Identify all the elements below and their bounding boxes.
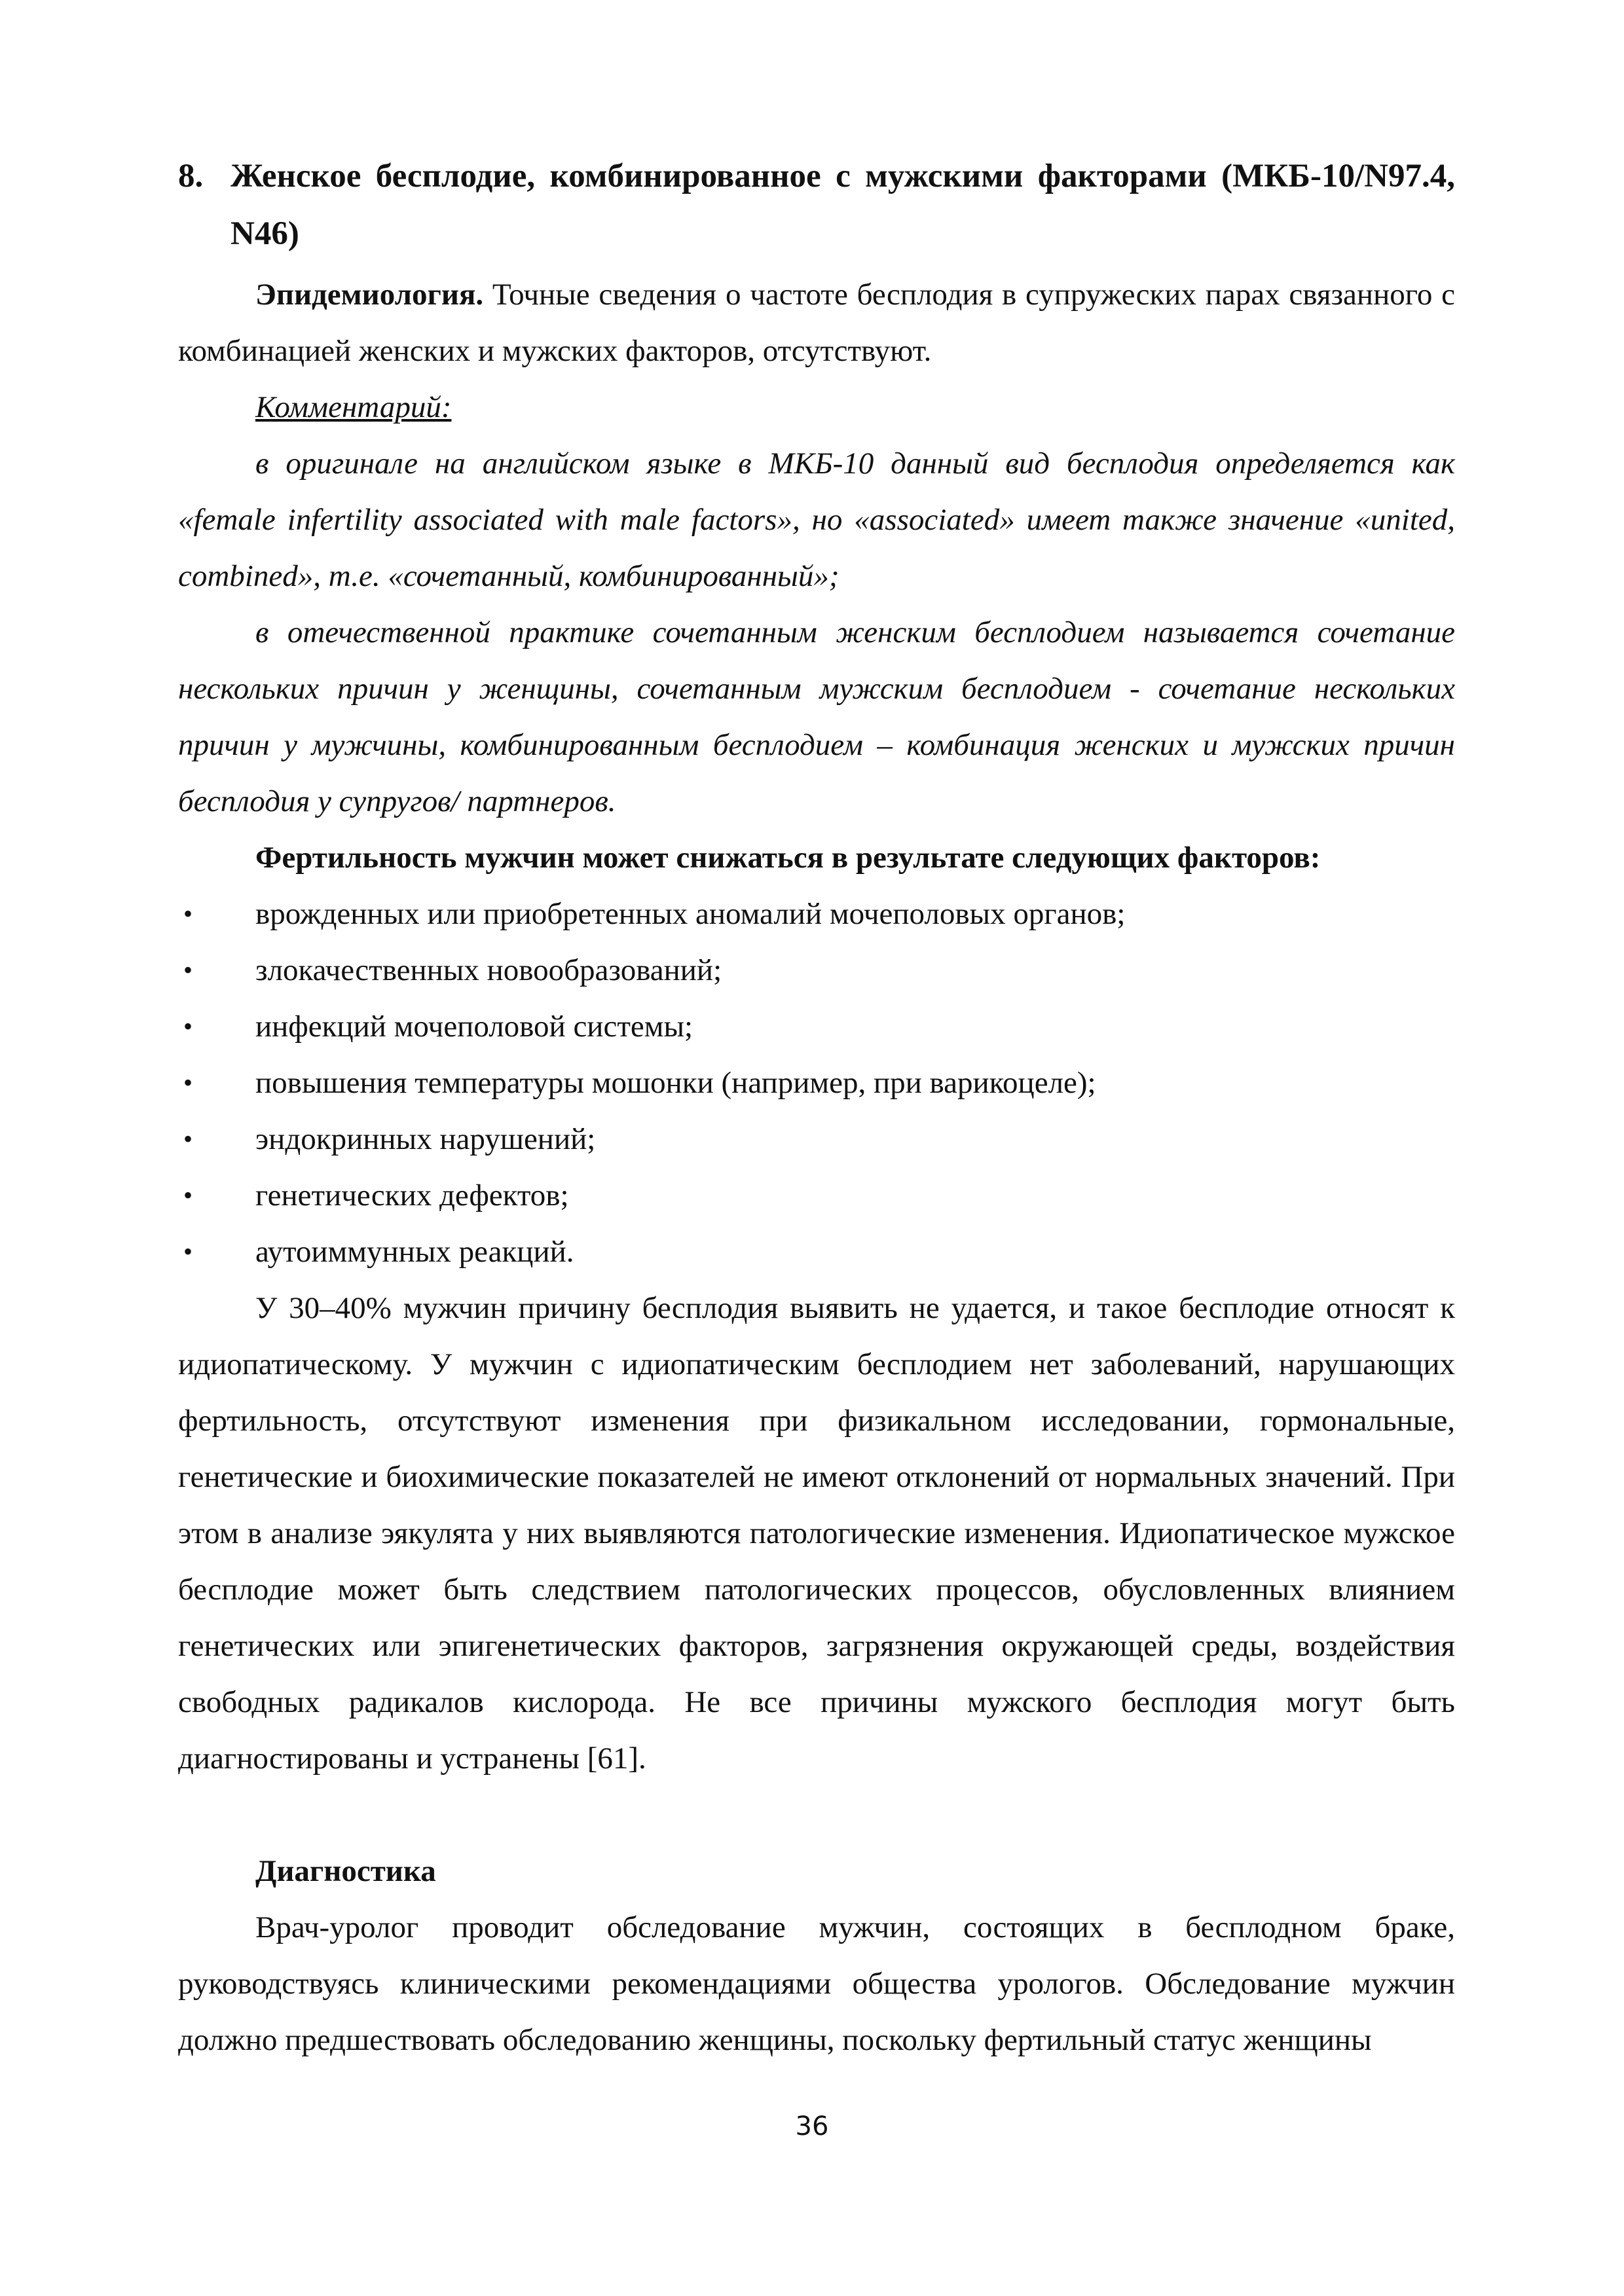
- list-item: [178, 1224, 1455, 1280]
- list-item: [178, 998, 1455, 1055]
- epidemiology-text: Точные сведения о частоте бесплодия в супружеских парах связанного с комбинацией женских и мужских факторов, отсутствуют.: [178, 278, 1455, 368]
- bullet-icon: •: [183, 1124, 193, 1154]
- list-item: [178, 886, 1455, 942]
- comment-paragraph-1: в оригинале на английском языке в МКБ-10 данный вид бесплодия определяется как «female infertility associated with male factors», но «associated» имеет также значение «united, combined», т.е. «сочетанный, комбинированный»;: [178, 446, 1455, 593]
- diagnostics-paragraph: Врач-уролог проводит обследование мужчин, состоящих в бесплодном браке, руководствуясь клиническими рекомендациями общества урологов. Обследование мужчин должно предшествовать обследованию женщины, поскольку фертильный статус женщины: [178, 1910, 1455, 2057]
- diagnostics-title: Диагностика: [255, 1854, 436, 1888]
- list-item: [178, 1111, 1455, 1167]
- list-item: [178, 942, 1455, 998]
- list-item-text: злокачественных новообразований;: [255, 953, 722, 987]
- list-item-text: инфекций мочеполовой системы;: [255, 1010, 693, 1044]
- section-spacer: [178, 1787, 1455, 1843]
- comment-label: Комментарий:: [255, 390, 452, 424]
- section-number: 8.: [178, 158, 204, 194]
- epidemiology-label: Эпидемиология.: [255, 278, 484, 312]
- bullet-icon: •: [183, 1068, 193, 1097]
- list-item-text: аутоиммунных реакций.: [255, 1235, 574, 1269]
- bullet-icon: •: [183, 899, 193, 928]
- list-item-text: генетических дефектов;: [255, 1178, 569, 1212]
- bullet-icon: •: [183, 1180, 193, 1210]
- factors-title: Фертильность мужчин может снижаться в результате следующих факторов:: [255, 841, 1321, 875]
- bullet-icon: •: [183, 1237, 193, 1266]
- epidemiology-paragraph: [178, 266, 1455, 379]
- section-title: Женское бесплодие, комбинированное с мужскими факторами (МКБ-10/N97.4, N46): [231, 158, 1455, 252]
- idiopathic-paragraph: У 30–40% мужчин причину бесплодия выявить не удается, и такое бесплодие относят к идиопатическому. У мужчин с идиопатическим бесплодием нет заболеваний, нарушающих фертильность, отсутствуют изменения при физикальном исследовании, гормональные, генетические и биохимические показателей не имеют отклонений от нормальных значений. При этом в анализе эякулята у них выявляются патологические изменения. Идиопатическое мужское бесплодие может быть следствием патологических процессов, обусловленных влиянием генетических или эпигенетических факторов, загрязнения окружающей среды, воздействия свободных радикалов кислорода. Не все причины мужского бесплодия могут быть диагностированы и устранены [61].: [178, 1291, 1455, 1776]
- page-number: 36: [795, 2111, 829, 2141]
- factors-list: [178, 886, 1455, 1280]
- list-item: [178, 1167, 1455, 1224]
- list-item-text: врожденных или приобретенных аномалий мочеполовых органов;: [255, 897, 1126, 931]
- bullet-icon: •: [183, 955, 193, 985]
- list-item-text: эндокринных нарушений;: [255, 1122, 596, 1156]
- list-item: [178, 1055, 1455, 1111]
- bullet-icon: •: [183, 1011, 193, 1041]
- list-item-text: повышения температуры мошонки (например, при варикоцеле);: [255, 1066, 1096, 1100]
- section-heading: [178, 147, 1455, 263]
- page-content: [178, 147, 1455, 2068]
- comment-paragraph-2: в отечественной практике сочетанным женским бесплодием называется сочетание нескольких причин у женщины, сочетанным мужским бесплодием - сочетание нескольких причин у мужчины, комбинированным бесплодием – комбинация женских и мужских причин бесплодия у супругов/ партнеров.: [178, 615, 1455, 818]
